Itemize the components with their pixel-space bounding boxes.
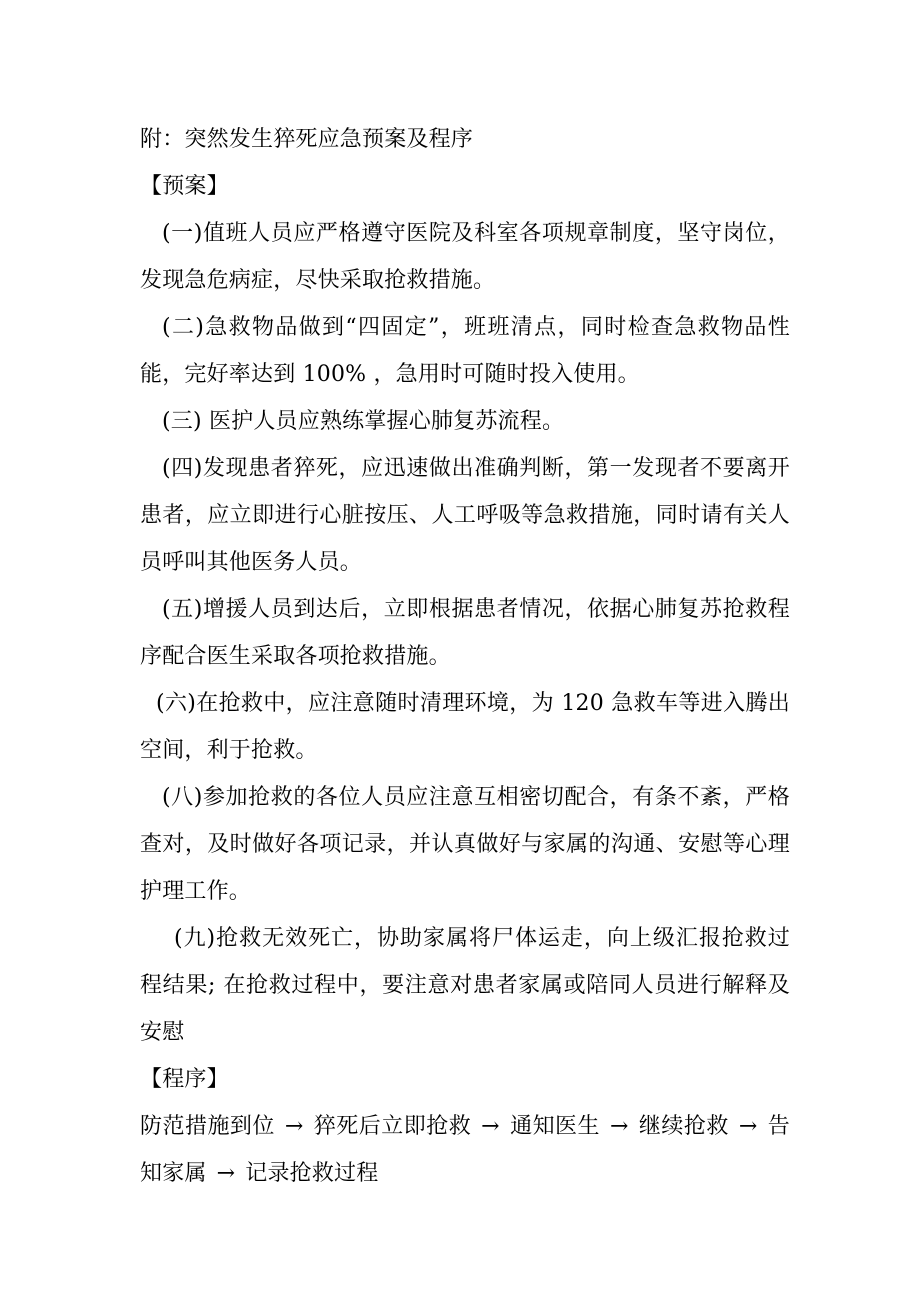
procedure-step-4: 继续抢救 — [638, 1114, 729, 1139]
plan-item-1: (一)值班人员应严格遵守医院及科室各项规章制度，坚守岗位，发现急危病症，尽快采取抢救措施。 — [140, 221, 790, 293]
procedure-step-5: 告知家属 — [140, 1114, 790, 1186]
document-title: 附：突然发生猝死应急预案及程序 — [140, 127, 474, 152]
procedure-step-2: 猝死后立即抢救 — [313, 1114, 472, 1139]
arrow-icon: → — [738, 1114, 758, 1139]
plan-item-3: (三) 医护人员应熟练掌握心肺复苏流程。 — [162, 409, 565, 434]
procedure-step-1: 防范措施到位 — [140, 1114, 275, 1139]
plan-item-8: (八)参加抢救的各位人员应注意互相密切配合，有条不紊，严格查对，及时做好各项记录，并认真做好与家属的沟通、安慰等心理护理工作。 — [140, 785, 790, 904]
procedure-flow — [140, 1103, 790, 1197]
arrow-icon: → — [284, 1114, 304, 1139]
plan-item-5: (五)增援人员到达后，立即根据患者情况，依据心肺复苏抢救程序配合医生采取各项抢救措施。 — [140, 597, 790, 669]
arrow-icon: → — [610, 1114, 629, 1139]
document-page — [140, 116, 790, 1197]
procedure-heading: 【程序】 — [140, 1067, 229, 1092]
arrow-icon: → — [216, 1161, 236, 1186]
plan-item-6: (六)在抢救中，应注意随时清理环境，为 120 急救车等进入腾出空间，利于抢救。 — [140, 691, 790, 763]
plan-heading: 【预案】 — [140, 174, 229, 199]
arrow-icon: → — [481, 1114, 500, 1139]
procedure-step-6: 记录抢救过程 — [245, 1161, 379, 1186]
plan-item-4: (四)发现患者猝死，应迅速做出准确判断，第一发现者不要离开患者，应立即进行心脏按压、人工呼吸等急救措施，同时请有关人员呼叫其他医务人员。 — [140, 456, 790, 575]
plan-item-9: (九)抢救无效死亡，协助家属将尸体运走，向上级汇报抢救过程结果; 在抢救过程中，要注意对患者家属或陪同人员进行解释及安慰 — [140, 926, 790, 1045]
procedure-step-3: 通知医生 — [509, 1114, 601, 1139]
plan-item-2: (二)急救物品做到“四固定”，班班清点，同时检查急救物品性能，完好率达到 100% ，急用时可随时投入使用。 — [140, 315, 790, 387]
